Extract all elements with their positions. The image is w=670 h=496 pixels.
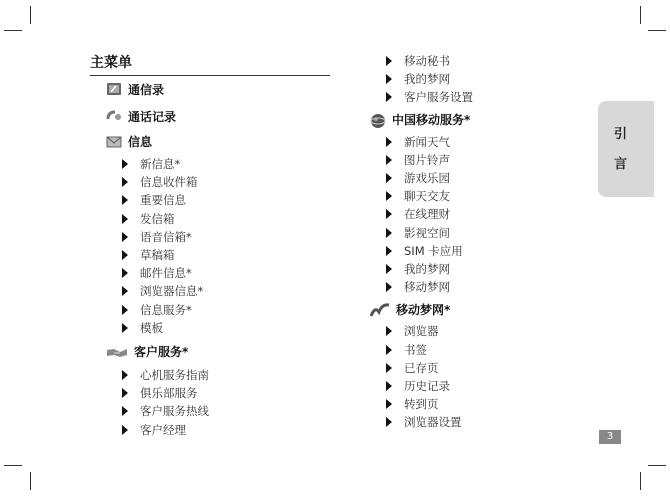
crop-mark (30, 472, 31, 490)
list-item: 客户服务热线 (122, 402, 209, 420)
list-item: 浏览器 (386, 322, 473, 340)
bullet-arrow-icon (122, 232, 128, 242)
list-item: 已存页 (386, 359, 473, 377)
list-item: 移动梦网 (386, 278, 473, 296)
list-item: 图片铃声 (386, 151, 473, 169)
list-item: 在线理财 (386, 205, 473, 223)
bullet-arrow-icon (386, 209, 392, 219)
globe-icon (370, 113, 386, 127)
chapter-tab-char: 言 (614, 157, 628, 172)
bullet-arrow-icon (386, 381, 392, 391)
bullet-arrow-icon (386, 74, 392, 84)
crop-mark (640, 472, 641, 490)
messages-list (106, 155, 209, 337)
crop-mark (4, 30, 22, 31)
bullet-arrow-icon (122, 406, 128, 416)
bullet-arrow-icon (386, 137, 392, 147)
section-label: 中国移动服务* (392, 113, 471, 128)
bullet-arrow-icon (122, 250, 128, 260)
list-item: 信息服务* (122, 301, 209, 319)
bullet-arrow-icon (122, 159, 128, 169)
list-item: 聊天交友 (386, 187, 473, 205)
handshake-icon (106, 345, 128, 359)
list-item: 浏览器设置 (386, 413, 473, 431)
bullet-arrow-icon (386, 228, 392, 238)
bullet-arrow-icon (122, 305, 128, 315)
list-item: 我的梦网 (386, 70, 473, 88)
section-label: 客户服务* (134, 345, 189, 360)
list-item: 我的梦网 (386, 260, 473, 278)
list-item: 重要信息 (122, 191, 209, 209)
list-item: 模板 (122, 319, 209, 337)
section-monternet (370, 300, 473, 318)
bullet-arrow-icon (386, 155, 392, 165)
section-messages (106, 132, 209, 150)
bullet-arrow-icon (386, 326, 392, 336)
crop-mark (648, 465, 666, 466)
section-label: 移动梦网* (396, 302, 451, 317)
list-item: 历史记录 (386, 377, 473, 395)
section-label: 通话记录 (128, 109, 177, 124)
list-item: SIM 卡应用 (386, 242, 473, 260)
chapter-tab (598, 101, 654, 197)
list-item: 影视空间 (386, 224, 473, 242)
list-item: 语音信箱* (122, 228, 209, 246)
list-item: 客户服务设置 (386, 88, 473, 106)
list-item: 俱乐部服务 (122, 384, 209, 402)
list-item: 书签 (386, 340, 473, 358)
page-number: 3 (599, 430, 621, 444)
envelope-icon (106, 134, 122, 148)
bullet-arrow-icon (386, 92, 392, 102)
list-item: 信息收件箱 (122, 173, 209, 191)
customer-service-list (106, 366, 209, 439)
crop-mark (640, 6, 641, 24)
bullet-arrow-icon (122, 177, 128, 187)
list-item: 浏览器信息* (122, 282, 209, 300)
monternet-logo-icon (370, 302, 390, 316)
bullet-arrow-icon (386, 246, 392, 256)
section-customer-service (106, 343, 209, 361)
bullet-arrow-icon (386, 191, 392, 201)
list-item: 客户经理 (122, 420, 209, 438)
page-title: 主菜单 (90, 52, 330, 76)
list-item: 转到页 (386, 395, 473, 413)
call-log-icon (106, 109, 122, 123)
bullet-arrow-icon (386, 56, 392, 66)
bullet-arrow-icon (386, 363, 392, 373)
china-mobile-list (370, 133, 473, 297)
crop-mark (648, 30, 666, 31)
bullet-arrow-icon (122, 286, 128, 296)
section-china-mobile (370, 111, 473, 129)
chapter-tab-char: 引 (614, 127, 628, 142)
bullet-arrow-icon (122, 268, 128, 278)
monternet-list (370, 322, 473, 431)
list-item: 新信息* (122, 155, 209, 173)
list-item: 邮件信息* (122, 264, 209, 282)
crop-mark (30, 6, 31, 24)
section-contacts (106, 80, 209, 98)
bullet-arrow-icon (386, 264, 392, 274)
list-item: 移动秘书 (386, 52, 473, 70)
list-item: 草稿箱 (122, 246, 209, 264)
bullet-arrow-icon (386, 417, 392, 427)
section-label: 通信录 (128, 82, 165, 97)
right-column (370, 52, 473, 431)
bullet-arrow-icon (386, 345, 392, 355)
bullet-arrow-icon (386, 399, 392, 409)
bullet-arrow-icon (122, 370, 128, 380)
bullet-arrow-icon (386, 173, 392, 183)
top-list (370, 52, 473, 107)
section-label: 信息 (128, 134, 153, 149)
list-item: 新闻天气 (386, 133, 473, 151)
list-item: 游戏乐园 (386, 169, 473, 187)
bullet-arrow-icon (122, 323, 128, 333)
left-column (106, 80, 209, 439)
crop-mark (4, 465, 22, 466)
list-item: 发信箱 (122, 210, 209, 228)
bullet-arrow-icon (386, 282, 392, 292)
address-book-icon (106, 82, 122, 96)
bullet-arrow-icon (122, 195, 128, 205)
bullet-arrow-icon (122, 388, 128, 398)
bullet-arrow-icon (122, 425, 128, 435)
bullet-arrow-icon (122, 214, 128, 224)
list-item: 心机服务指南 (122, 366, 209, 384)
section-call-log (106, 107, 209, 125)
